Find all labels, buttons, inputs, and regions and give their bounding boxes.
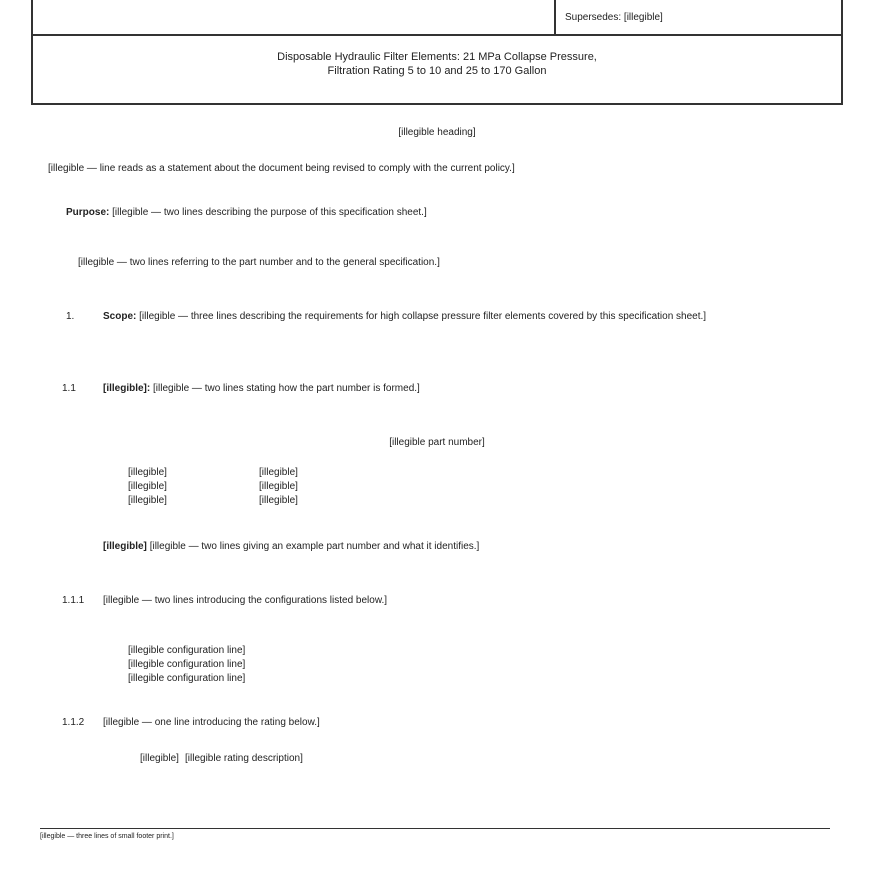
rating-code: [illegible] xyxy=(140,753,179,764)
purpose-paragraph xyxy=(66,206,811,220)
example-paragraph xyxy=(103,540,811,554)
configuration-item: [illegible configuration line] xyxy=(128,645,246,656)
header-top-row xyxy=(33,0,841,36)
designation-descriptions xyxy=(259,466,811,508)
designation-codes xyxy=(128,466,243,508)
item-1-1-2-paragraph: [illegible — one line introducing the rating below.] xyxy=(103,717,320,728)
configuration-item: [illegible configuration line] xyxy=(128,659,246,670)
item-1-1-number: 1.1 xyxy=(62,383,76,394)
title-line-1: Disposable Hydraulic Filter Elements: 21 MPa Collapse Pressure, xyxy=(277,51,597,63)
designation-description: [illegible] xyxy=(259,481,298,492)
item-1-1-1-paragraph: [illegible — two lines introducing the configurations listed below.] xyxy=(103,595,388,606)
example-label: [illegible] xyxy=(103,541,147,552)
designation-description: [illegible] xyxy=(259,495,298,506)
example-text: [illegible — two lines giving an example part number and what it identifies.] xyxy=(149,541,480,552)
section-heading: [illegible heading] xyxy=(398,127,476,138)
header-divider xyxy=(554,0,556,34)
document-title xyxy=(33,50,841,78)
scope-paragraph xyxy=(103,310,811,324)
designation-code: [illegible] xyxy=(128,481,167,492)
item-1-1-text: [illegible — two lines stating how the part number is formed.] xyxy=(153,383,420,394)
rating-text: [illegible rating description] xyxy=(185,753,303,764)
item-1-1-paragraph xyxy=(103,382,811,396)
scope-label: Scope: xyxy=(103,311,137,322)
purpose-label: Purpose: xyxy=(66,207,110,218)
designation-code: [illegible] xyxy=(128,467,167,478)
item-1-number: 1. xyxy=(66,311,75,322)
designation-code: [illegible] xyxy=(128,495,167,506)
document-header xyxy=(31,0,843,105)
designation-description: [illegible] xyxy=(259,467,298,478)
intro-paragraph: [illegible — line reads as a statement about the document being revised to comply with the current policy.] xyxy=(48,163,515,174)
configuration-list xyxy=(128,644,628,686)
scope-text: [illegible — three lines describing the requirements for high collapse pressure filter elements covered by this specification sheet.] xyxy=(139,311,707,322)
item-1-1-2-number: 1.1.2 xyxy=(62,717,85,728)
item-1-1-1-number: 1.1.1 xyxy=(62,595,85,606)
footer-notice: [illegible — three lines of small footer print.] xyxy=(40,828,830,842)
supersedes-label: Supersedes: [illegible] xyxy=(565,12,663,23)
configuration-item: [illegible configuration line] xyxy=(128,673,246,684)
note-paragraph: [illegible — two lines referring to the part number and to the general specification.] xyxy=(78,257,440,268)
part-number-example: [illegible part number] xyxy=(389,437,485,448)
title-line-2: Filtration Rating 5 to 10 and 25 to 170 Gallon xyxy=(327,65,547,77)
purpose-text: [illegible — two lines describing the purpose of this specification sheet.] xyxy=(112,207,427,218)
item-1-1-label: [illegible]: xyxy=(103,383,151,394)
